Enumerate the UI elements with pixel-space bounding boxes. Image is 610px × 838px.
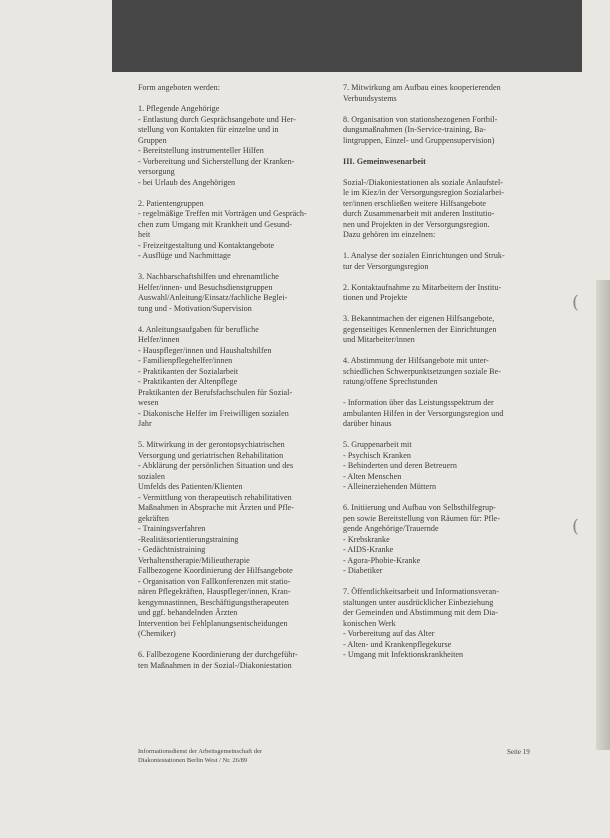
text-line: ratung/offene Sprechstunden — [343, 377, 438, 386]
page-number: Seite 19 — [507, 748, 530, 756]
text-line: chen zum Umgang mit Krankheit und Gesund- — [138, 219, 292, 229]
text-line: Helfer/innen — [138, 335, 180, 344]
text-line: darüber hinaus — [343, 419, 392, 428]
right-text-column — [343, 83, 536, 661]
footer-publication — [138, 748, 378, 765]
text-line: - Gedächtnistraining — [138, 545, 206, 554]
text-line: nen und Projekten in der Versorgungsregion. — [343, 219, 490, 229]
text-line: - Alten Menschen — [343, 471, 402, 481]
blank-line — [343, 430, 536, 441]
blank-line — [138, 640, 331, 651]
text-line: tur der Versorgungsregion — [343, 261, 429, 271]
text-line: - Vermittlung von therapeutisch rehabilitativen — [138, 492, 292, 502]
text-line: 4. Abstimmung der Hilfsangebote mit unter- — [343, 356, 489, 365]
text-line: Auswahl/Anleitung/Einsatz/fachliche Beglei- — [138, 293, 288, 302]
text-line: stellung von Kontakten für einzelne und in — [138, 125, 279, 134]
text-line: le im Kiez/in der Versorgungsregion Sozialarbei- — [343, 188, 505, 197]
text-line: ten Maßnahmen in der Sozial-/Diakoniestation — [138, 660, 292, 670]
text-line: pen sowie Bereitstellung von Räumen für: Pfle- — [343, 513, 500, 523]
punch-hole-mark: ( — [572, 516, 580, 537]
text-line: - AIDS-Kranke — [343, 545, 394, 554]
text-line: - Vorbereitung und Sicherstellung der Kranken- — [138, 156, 295, 166]
text-line: 1. Pflegende Angehörige — [138, 104, 220, 113]
text-line: Intervention bei Fehlplanungsentscheidungen — [138, 618, 288, 628]
text-line: Sozial-/Diakoniestationen als soziale Anlaufstel- — [343, 177, 504, 187]
text-line: 1. Analyse der sozialen Einrichtungen und Struk- — [343, 251, 505, 260]
text-line: versorgung — [138, 167, 175, 176]
blank-line — [343, 493, 536, 504]
text-line: 3. Bekanntmachen der eigenen Hilfsangebote, — [343, 314, 495, 323]
text-line: 7. Öffentlichkeitsarbeit und Informationsveran- — [343, 587, 499, 596]
blank-line — [138, 262, 331, 273]
text-line: Verhaltenstherapie/Milieutherapie — [138, 555, 250, 565]
blank-line — [343, 104, 536, 115]
text-line: - Praktikanten der Altenpflege — [138, 377, 238, 386]
blank-line — [343, 388, 536, 399]
text-line: konischen Werk — [343, 618, 396, 628]
text-line: gekräften — [138, 513, 170, 523]
text-line: 6. Fallbezogene Koordinierung der durchgeführ- — [138, 650, 298, 659]
blank-line — [138, 188, 331, 199]
text-line: 7. Mitwirkung am Aufbau eines kooperierenden — [343, 83, 501, 92]
text-line: ambulanten Hilfen in der Versorgungsregion und — [343, 408, 504, 418]
text-line: - Hauspfleger/innen und Haushaltshilfen — [138, 345, 272, 355]
text-line: und Mitarbeiter/innen — [343, 335, 415, 344]
text-line: Fallbezogene Koordinierung der Hilfsangebote — [138, 566, 293, 575]
text-line: 4. Anleitungsaufgaben für berufliche — [138, 324, 259, 334]
text-line: - Krebskranke — [343, 534, 390, 544]
text-line: - Information über das Leistungsspektrum der — [343, 398, 494, 407]
text-line: - Alten- und Krankenpflegekurse — [343, 639, 452, 649]
text-line: heit — [138, 230, 151, 239]
text-line: lintgruppen, Einzel- und Gruppensupervision) — [343, 135, 495, 145]
text-line: schiedlichen Schwerpunktsetzungen soziale Be- — [343, 366, 502, 376]
blank-line — [138, 430, 331, 441]
text-line: (Chemiker) — [138, 629, 176, 638]
text-line: - Agora-Phobie-Kranke — [343, 555, 421, 565]
text-line: kengymnastinnen, Beschäftigungstherapeuten — [138, 597, 289, 607]
text-line: - regelmäßige Treffen mit Vorträgen und Gespräch- — [138, 209, 307, 218]
text-line: Versorgung und geriatrischen Rehabilitation — [138, 450, 284, 460]
punch-hole-mark: ( — [572, 292, 580, 313]
text-line: durch Zusammenarbeit mit anderen Institutio- — [343, 209, 495, 218]
text-line: 2. Patientengruppen — [138, 198, 204, 208]
text-line: tung und - Motivation/Supervision — [138, 303, 252, 313]
text-line: - Psychisch Kranken — [343, 450, 411, 460]
text-line: - Praktikanten der Sozialarbeit — [138, 366, 239, 376]
text-line: - Abklärung der persönlichen Situation und des — [138, 461, 294, 470]
text-line: Umfelds des Patienten/Klienten — [138, 482, 243, 491]
text-line: -Realitätsorientierungstraining — [138, 534, 239, 544]
text-line: 8. Organisation von stationsbezogenen Fortbil- — [343, 114, 498, 124]
text-line: Verbundsystems — [343, 93, 397, 103]
text-line: staltungen unter ausdrücklicher Einbeziehung — [343, 597, 494, 607]
blank-line — [138, 94, 331, 105]
blank-line — [343, 146, 536, 157]
blank-line — [343, 272, 536, 283]
text-line: nären Pflegekräften, Hauspfleger/innen, Kran- — [138, 587, 291, 596]
blank-line — [343, 346, 536, 357]
text-line: - Freizeitgestaltung und Kontaktangebote — [138, 240, 275, 250]
text-line: wesen — [138, 398, 159, 407]
text-line: - Behinderten und deren Betreuern — [343, 461, 458, 470]
text-line: 5. Mitwirkung in der gerontopsychiatrischen — [138, 440, 285, 449]
text-line: tionen und Projekte — [343, 293, 408, 302]
blank-line — [138, 314, 331, 325]
text-line: Maßnahmen in Absprache mit Ärzten und Pfle- — [138, 503, 294, 512]
text-line: - bei Urlaub des Angehörigen — [138, 177, 236, 187]
blank-line — [343, 577, 536, 588]
text-line: - Familienpflegehelfer/innen — [138, 356, 233, 365]
text-line: Gruppen — [138, 135, 167, 145]
text-line: - Trainingsverfahren — [138, 524, 206, 533]
text-line: 5. Gruppenarbeit mit — [343, 440, 412, 449]
text-line: III. Gemeinwesenarbeit — [343, 156, 426, 166]
text-line: ter/innen erschließen weitere Hilfsangebote — [343, 198, 487, 208]
left-text-column — [138, 83, 331, 671]
text-line: Helfer/innen- und Besuchsdienstgruppen — [138, 282, 273, 292]
text-line: - Vorbereitung auf das Alter — [343, 629, 435, 638]
top-dark-band — [112, 0, 582, 72]
text-line: dungsmaßnahmen (In-Service-training, Ba- — [343, 125, 486, 134]
text-line: - Umgang mit Infektionskrankheiten — [343, 650, 464, 659]
text-line: - Bereitstellung instrumenteller Hilfen — [138, 146, 264, 155]
text-line: 2. Kontaktaufnahme zu Mitarbeitern der Institu- — [343, 282, 502, 292]
text-line: Jahr — [138, 419, 152, 428]
blank-line — [343, 167, 536, 178]
text-line: der Gemeinden und Abstimmung mit dem Dia- — [343, 608, 498, 617]
text-line: Dazu gehören im einzelnen: — [343, 230, 436, 239]
blank-line — [343, 304, 536, 315]
text-line: sozialen — [138, 471, 165, 481]
text-line: 3. Nachbarschaftshilfen und ehrenamtliche — [138, 272, 279, 281]
text-line: - Entlastung durch Gesprächsangebote und Her- — [138, 114, 296, 124]
text-line: - Diakonische Helfer im Freiwilligen sozialen — [138, 408, 289, 418]
text-line: gende Angehörige/Trauernde — [343, 524, 439, 533]
text-line: - Alleinerziehenden Müttern — [343, 482, 437, 491]
text-line: - Ausflüge und Nachmittage — [138, 251, 231, 260]
text-line: 6. Initiierung und Aufbau von Selbsthilfegrup- — [343, 503, 496, 512]
footer-line-2: Diakoniestationen Berlin West / Nr. 26/89 — [138, 756, 248, 764]
text-line: Praktikanten der Berufsfachschulen für Sozial- — [138, 387, 293, 397]
blank-line — [343, 241, 536, 252]
text-line: gegenseitiges Kennenlernen der Einrichtungen — [343, 324, 497, 334]
text-line: - Diabetiker — [343, 566, 383, 575]
text-line: und ggf. behandelnden Ärzten — [138, 608, 238, 617]
text-line: - Organisation von Fallkonferenzen mit statio- — [138, 576, 291, 586]
page-edge-shadow — [596, 280, 610, 750]
footer-line-1: Informationsdienst der Arbeitsgemeinschaft der — [138, 748, 263, 755]
text-line: Form angeboten werden: — [138, 83, 221, 92]
